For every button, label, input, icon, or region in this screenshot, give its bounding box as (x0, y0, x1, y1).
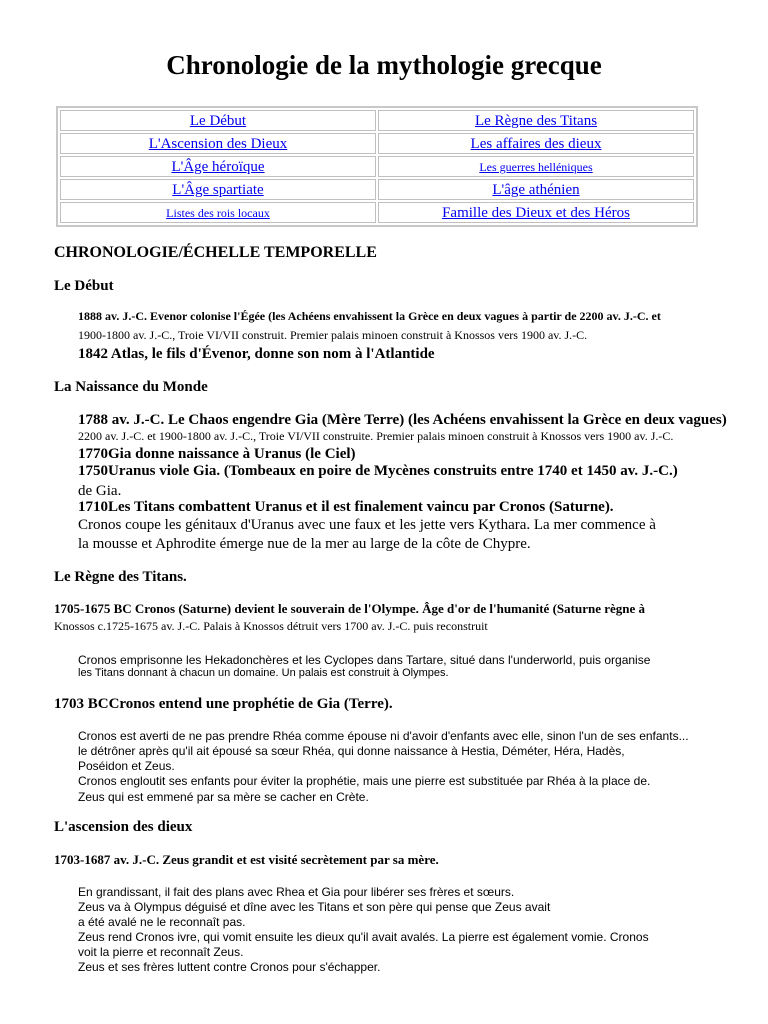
nav-cell (60, 202, 376, 223)
entry-1703-1687: 1703-1687 av. J.-C. Zeus grandit et est visité secrètement par sa mère. (54, 852, 439, 867)
nav-cell (60, 110, 376, 131)
page-title: Chronologie de la mythologie grecque (166, 50, 602, 80)
nav-link-famille-dieux[interactable]: Famille des Dieux et des Héros (442, 204, 630, 221)
nav-row (60, 110, 694, 131)
entry-1705-text-cont: les Titans donnant à chacun un domaine. Un palais est construit à Olympes. (78, 667, 449, 679)
nav-cell (60, 179, 376, 200)
nav-row (60, 202, 694, 223)
entry-1705-cont: Knossos c.1725-1675 av. J.-C. Palais à Knossos détruit vers 1700 av. J.-C. puis reconstruit (54, 619, 488, 633)
entry-1770: 1770Gia donne naissance à Uranus (le Ciel) (78, 446, 356, 462)
nav-link-ascension-dieux[interactable]: L'Ascension des Dieux (148, 135, 288, 152)
nav-row (60, 156, 694, 177)
nav-link-guerres-helleniques[interactable]: Les guerres helléniques (479, 159, 593, 174)
nav-cell (60, 156, 376, 177)
nav-link-regne-titans[interactable]: Le Règne des Titans (474, 112, 598, 129)
nav-link-age-spartiate[interactable]: L'Âge spartiate (172, 181, 264, 198)
nav-cell (378, 202, 694, 223)
entry-1888: 1888 av. J.-C. Evenor colonise l'Égée (les Achéens envahissent la Grèce en deux vagues à partir de 2200 av. J.-C. et (78, 309, 661, 323)
section-heading-debut: Le Début (54, 278, 114, 294)
entry-1888-cont: 1900-1800 av. J.-C., Troie VI/VII construit. Premier palais minoen construit à Knossos vers 1900 av. J.-C. (78, 328, 588, 342)
entry-ascension-text-4: Zeus rend Cronos ivre, qui vomit ensuite les dieux qu'il avait avalés. La pierre est également vomie. Cronos (78, 930, 649, 944)
entry-1750-cont: de Gia. (78, 483, 122, 499)
entry-1705-text: Cronos emprisonne les Hekadonchères et les Cyclopes dans Tartare, situé dans l'underworld, puis organise (78, 653, 651, 667)
section-heading-ascension: L'ascension des dieux (54, 819, 193, 835)
entry-1703: 1703 BCCronos entend une prophétie de Gia (Terre). (54, 696, 393, 712)
entry-1710: 1710Les Titans combattent Uranus et il est finalement vaincu par Cronos (Saturne). (78, 499, 614, 515)
nav-cell (60, 133, 376, 154)
entry-ascension-text-5: voit la pierre et reconnaît Zeus. (78, 945, 244, 959)
section-heading-regne: Le Règne des Titans. (54, 569, 187, 585)
entry-1788-cont: 2200 av. J.-C. et 1900-1800 av. J.-C., Troie VI/VII construite. Premier palais minoen construit à Knossos vers 1900 av. J.-C. (78, 429, 674, 443)
entry-1703-text-1: Cronos est averti de ne pas prendre Rhéa comme épouse ni d'avoir d'enfants avec elle, sinon l'un de ses enfants... (78, 729, 689, 743)
nav-link-age-athenien[interactable]: L'âge athénien (492, 181, 580, 198)
entry-1703-text-5: Zeus qui est emmené par sa mère se cacher en Crète. (78, 790, 369, 804)
entry-1703-text-2: le détrôner après qu'il ait épousé sa sœur Rhéa, qui donne naissance à Hestia, Déméter, Héra, Hadès, (78, 744, 625, 758)
nav-link-rois-locaux[interactable]: Listes des rois locaux (166, 205, 270, 220)
entry-ascension-text-3: a été avalé ne le reconnaît pas. (78, 915, 246, 929)
nav-row (60, 133, 694, 154)
entry-ascension-text-1: En grandissant, il fait des plans avec Rhea et Gia pour libérer ses frères et sœurs. (78, 885, 515, 899)
entry-1710-text-cont: la mousse et Aphrodite émerge nue de la mer au large de la côte de Chypre. (78, 536, 531, 552)
nav-link-age-heroique[interactable]: L'Âge héroïque (171, 158, 265, 175)
chronology-heading: CHRONOLOGIE/ÉCHELLE TEMPORELLE (54, 244, 377, 261)
entry-1710-text: Cronos coupe les génitaux d'Uranus avec une faux et les jette vers Kythara. La mer commence à (78, 517, 656, 533)
navigation-table (56, 106, 698, 227)
entry-ascension-text-6: Zeus et ses frères luttent contre Cronos pour s'échapper. (78, 960, 381, 974)
nav-row (60, 179, 694, 200)
section-heading-naissance: La Naissance du Monde (54, 379, 208, 395)
entry-1703-text-4: Cronos engloutit ses enfants pour éviter la prophétie, mais une pierre est substituée par Rhéa à la place de. (78, 774, 651, 788)
nav-cell (378, 133, 694, 154)
nav-cell (378, 110, 694, 131)
entry-1705: 1705-1675 BC Cronos (Saturne) devient le souverain de l'Olympe. Âge d'or de l'humanité (Saturne règne à (54, 601, 646, 616)
entry-1842: 1842 Atlas, le fils d'Évenor, donne son nom à l'Atlantide (78, 346, 435, 362)
entry-ascension-text-2: Zeus va à Olympus déguisé et dîne avec les Titans et son père qui pense que Zeus avait (78, 900, 551, 914)
entry-1703-text-3: Poséidon et Zeus. (78, 759, 175, 773)
entry-1788: 1788 av. J.-C. Le Chaos engendre Gia (Mère Terre) (les Achéens envahissent la Grèce en deux vagues) (78, 412, 727, 428)
nav-cell (378, 156, 694, 177)
nav-cell (378, 179, 694, 200)
entry-1750: 1750Uranus viole Gia. (Tombeaux en poire de Mycènes construits entre 1740 et 1450 av. J.-C.) (78, 463, 678, 479)
nav-link-le-debut[interactable]: Le Début (189, 112, 247, 129)
nav-link-affaires-dieux[interactable]: Les affaires des dieux (470, 135, 602, 152)
